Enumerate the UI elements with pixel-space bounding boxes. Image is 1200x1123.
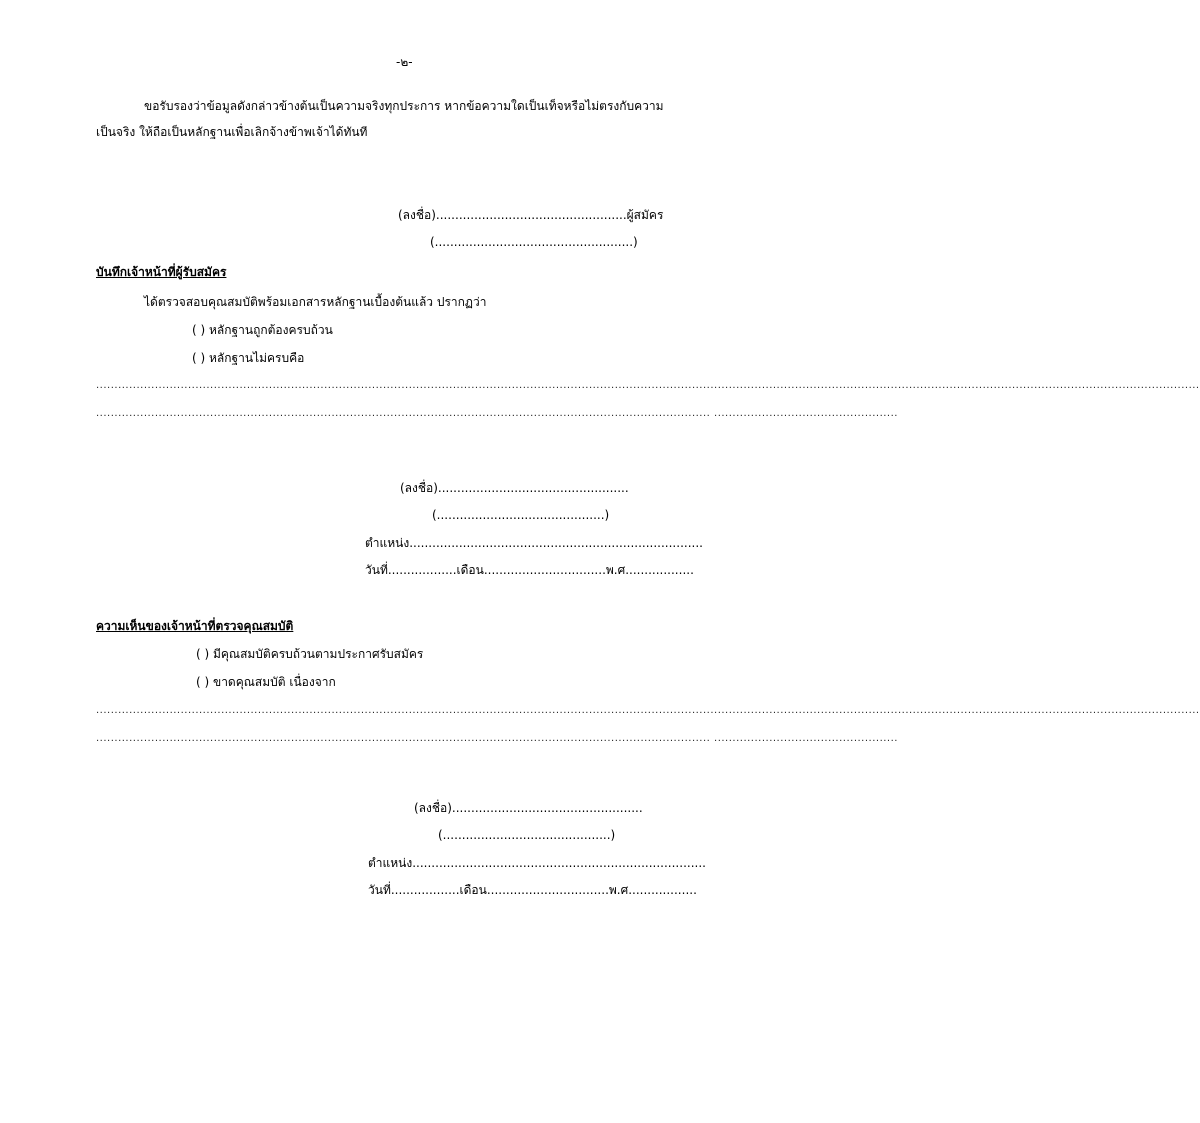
officer-position-line[interactable]: ตำแหน่ง............................................................................. <box>365 536 703 550</box>
page-number: -๒- <box>396 55 413 69</box>
applicant-name-line[interactable]: (....................................................) <box>430 235 638 249</box>
officer-date-line[interactable]: วันที่..................เดือน................................พ.ศ.................. <box>365 563 694 577</box>
opinion-note-line-2[interactable]: ....................................................................................................................................................................... .................................................. <box>96 733 898 744</box>
inspector-position-line[interactable]: ตำแหน่ง............................................................................. <box>368 856 706 870</box>
qualification-opinion-heading: ความเห็นของเจ้าหน้าที่ตรวจคุณสมบัติ <box>96 619 294 633</box>
officer-signature-line[interactable]: (ลงชื่อ).................................................. <box>400 481 629 495</box>
evidence-complete-checkbox[interactable]: ( ) หลักฐานถูกต้องครบถ้วน <box>192 323 333 337</box>
evidence-incomplete-checkbox[interactable]: ( ) หลักฐานไม่ครบคือ <box>192 351 305 365</box>
certify-line-2: เป็นจริง ให้ถือเป็นหลักฐานเพื่อเลิกจ้างข้าพเจ้าได้ทันที <box>96 125 368 139</box>
opinion-note-line-1[interactable]: ............................................................................................................................................................................................................................................................................................................ <box>96 705 1200 716</box>
certify-line-1: ขอรับรองว่าข้อมูลดังกล่าวข้างต้นเป็นความจริงทุกประการ หากข้อความใดเป็นเท็จหรือไม่ตรงกับความ <box>144 99 664 113</box>
applicant-signature-line[interactable]: (ลงชื่อ)..................................................ผู้สมัคร <box>398 208 664 222</box>
qualified-checkbox[interactable]: ( ) มีคุณสมบัติครบถ้วนตามประกาศรับสมัคร <box>196 647 424 661</box>
unqualified-checkbox[interactable]: ( ) ขาดคุณสมบัติ เนื่องจาก <box>196 675 336 689</box>
inspector-date-line[interactable]: วันที่..................เดือน................................พ.ศ.................. <box>368 883 697 897</box>
officer-record-heading: บันทึกเจ้าหน้าที่ผู้รับสมัคร <box>96 265 227 279</box>
officer-note-line-1[interactable]: ............................................................................................................................................................................................................................................................................................................ <box>96 380 1200 391</box>
officer-note-line-2[interactable]: ....................................................................................................................................................................... .................................................. <box>96 408 898 419</box>
officer-name-line[interactable]: (............................................) <box>432 508 610 522</box>
inspector-signature-line[interactable]: (ลงชื่อ).................................................. <box>414 801 643 815</box>
officer-record-intro: ได้ตรวจสอบคุณสมบัติพร้อมเอกสารหลักฐานเบื้องต้นแล้ว ปรากฏว่า <box>144 295 487 309</box>
inspector-name-line[interactable]: (............................................) <box>438 828 616 842</box>
